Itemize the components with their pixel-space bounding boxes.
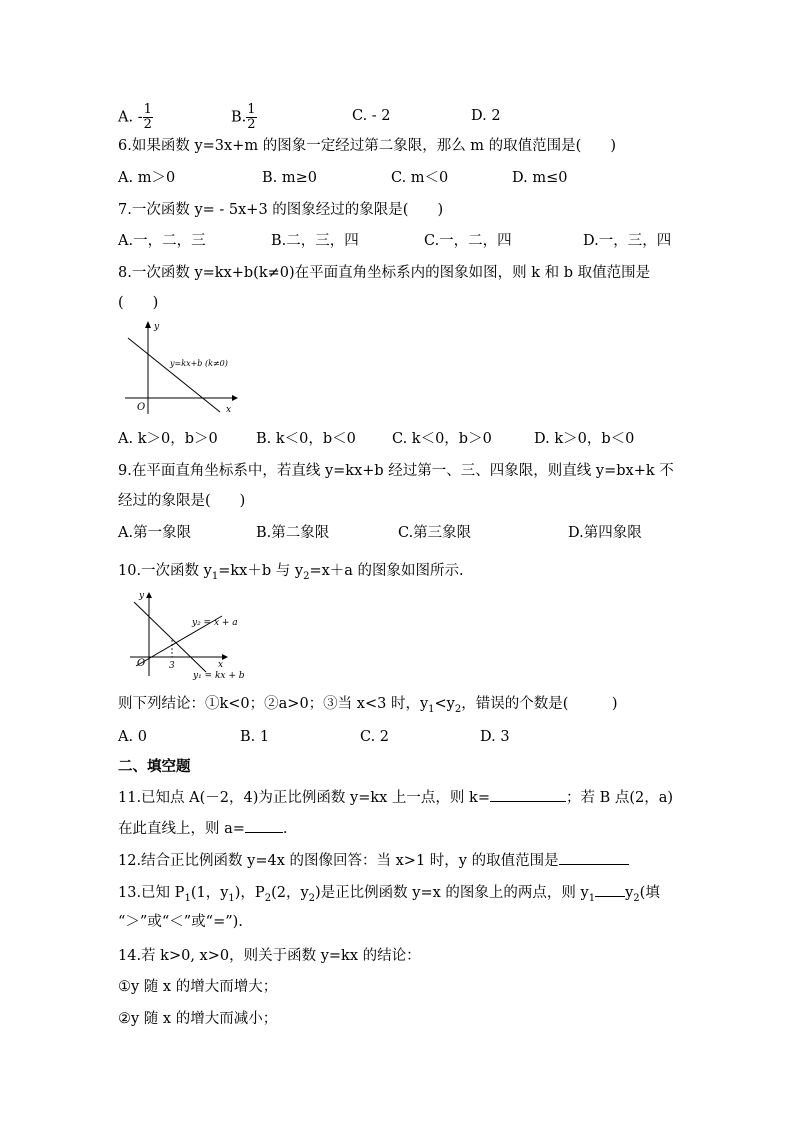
q10-stem (118, 561, 464, 587)
q6-option-a: A. m＞0 (118, 170, 176, 186)
q5-option-c: C. - 2 (352, 108, 391, 124)
q9-option-a: A.第一象限 (118, 525, 192, 541)
q12-blank[interactable] (559, 850, 629, 865)
q8-paren: ( ) (118, 295, 159, 311)
q10-stem-c: =x＋a 的图象如图所示. (309, 563, 464, 579)
q10-stem2-sub1: 1 (428, 703, 435, 715)
q7-stem: 7.一次函数 y= - 5x+3 的图象经过的象限是( ) (118, 202, 444, 218)
q11-k-blank[interactable] (490, 787, 566, 802)
q7-option-c: C.一，二，四 (424, 233, 512, 249)
q13-c: )，P (234, 885, 265, 901)
q13-line-2: “＞”或“＜”或“=”). (118, 914, 243, 930)
q10-stem-a: 10.一次函数 y (118, 563, 212, 579)
q8-line (128, 338, 220, 412)
q13-f: y (625, 885, 634, 901)
q10-stem-b: =kx＋b 与 y (218, 563, 304, 579)
q8-x-arrow (232, 395, 238, 401)
q10-stem2-a: 则下列结论：①k<0；②a>0；③当 x<3 时，y (118, 696, 429, 712)
q6-option-c: C. m＜0 (391, 170, 449, 186)
q10-option-a: A. 0 (118, 729, 147, 745)
q13-s2: 1 (228, 892, 235, 904)
q10-sub2: 2 (303, 570, 310, 582)
q8-option-d: D. k＞0，b＜0 (534, 431, 635, 447)
q10-stem2-c: ，错误的个数是( ) (461, 696, 618, 712)
q13-d: (2，y (271, 885, 309, 901)
q13-s6: 2 (633, 892, 640, 904)
q8-graph (120, 318, 240, 418)
q13-blank[interactable] (595, 882, 625, 897)
q11-line2a: 在此直线上，则 a= (118, 821, 245, 837)
q13-a: 13.已知 P (118, 885, 185, 901)
q10-origin-label: O (137, 658, 146, 669)
q5-b-fraction (246, 103, 256, 132)
q13-s4: 2 (308, 892, 316, 904)
q10-graph (126, 588, 256, 683)
q14-item-2: ②y 随 x 的增大而减小； (118, 1011, 278, 1027)
q10-option-d: D. 3 (480, 729, 510, 745)
q5-a-den: 2 (143, 117, 152, 132)
q10-option-b: B. 1 (240, 729, 270, 745)
q12-line (118, 850, 629, 871)
q8-line-label: y=kx+b (k≠0) (170, 359, 228, 368)
q13-g: (填 (639, 885, 660, 901)
q10-y-arrow (146, 592, 152, 598)
q10-sub1: 1 (211, 570, 219, 582)
q13-s1: 1 (184, 892, 191, 904)
q6-option-b: B. m≥0 (262, 170, 317, 186)
q7-option-a: A.一，二，三 (118, 233, 206, 249)
q5-b-prefix: B. (231, 109, 247, 126)
q5-a-num: 1 (143, 102, 152, 117)
q13-e: )是正比例函数 y=x 的图象上的两点，则 y (315, 885, 589, 901)
q6-option-d: D. m≤0 (512, 170, 568, 186)
q14-stem: 14.若 k>0, x>0，则关于函数 y=kx 的结论： (118, 948, 421, 964)
q11-part2: ；若 B 点(2，a) (565, 790, 674, 806)
q8-origin-label: O (137, 402, 146, 413)
q12-text: 12.结合正比例函数 y=4x 的图像回答：当 x>1 时，y 的取值范围是 (118, 853, 559, 869)
q13-line-1 (118, 882, 660, 909)
q6-stem: 6.如果函数 y=3x+m 的图象一定经过第二象限，那么 m 的取值范围是( ) (118, 138, 616, 154)
q8-option-b: B. k＜0，b＜0 (256, 431, 356, 447)
q5-option-b (231, 103, 257, 132)
q8-x-label: x (226, 405, 232, 415)
q5-option-d: D. 2 (471, 108, 501, 124)
q9-stem-2: 经过的象限是( ) (118, 493, 246, 509)
q5-option-a (118, 103, 153, 132)
q10-stem2-sub2: 2 (454, 703, 462, 715)
q9-stem: 9.在平面直角坐标系中，若直线 y=kx+b 经过第一、三、四象限，则直线 y=bx+k 不 (118, 463, 674, 479)
q10-x-label: x (218, 660, 224, 670)
q5-b-den: 2 (247, 117, 256, 132)
q13-b: (1，y (190, 885, 229, 901)
q13-s3: 2 (264, 892, 272, 904)
q7-option-d: D.一，三，四 (583, 233, 672, 249)
q9-option-b: B.第二象限 (256, 525, 330, 541)
q10-option-c: C. 2 (360, 729, 390, 745)
q8-y-label: y (154, 322, 160, 332)
q8-option-c: C. k＜0，b＞0 (392, 431, 492, 447)
q14-item-1: ①y 随 x 的增大而增大； (118, 979, 278, 995)
q11-part1: 11.已知点 A(－2，4)为正比例函数 y=kx 上一点，则 k= (118, 790, 490, 806)
q8-stem: 8.一次函数 y=kx+b(k≠0)在平面直角坐标系内的图象如图，则 k 和 b 取值范围是 (118, 265, 651, 281)
q11-a-blank[interactable] (245, 818, 283, 833)
q10-tick-3: 3 (169, 661, 175, 671)
q7-option-b: B.二，三，四 (271, 233, 359, 249)
q8-option-a: A. k＞0，b＞0 (118, 431, 218, 447)
q5-b-num: 1 (247, 102, 256, 117)
q13-s5: 1 (588, 892, 596, 904)
q10-stem2-b: <y (434, 696, 455, 712)
q10-y-label: y (139, 591, 145, 601)
q9-option-c: C.第三象限 (398, 525, 472, 541)
q8-y-arrow (145, 321, 151, 328)
q5-a-fraction (143, 103, 153, 132)
q11-line-2 (118, 818, 288, 839)
q5-a-prefix: A. - (118, 109, 143, 126)
q10-line1-label: y₁ = kx + b (193, 671, 245, 681)
q9-option-d: D.第四象限 (568, 525, 642, 541)
q11-line2b: . (282, 821, 288, 837)
q10-line2-label: y₂ = x + a (192, 618, 238, 628)
section-heading-fill-in: 二、填空题 (118, 758, 191, 775)
q10-stem-2 (118, 694, 618, 720)
q11-line-1 (118, 787, 673, 808)
